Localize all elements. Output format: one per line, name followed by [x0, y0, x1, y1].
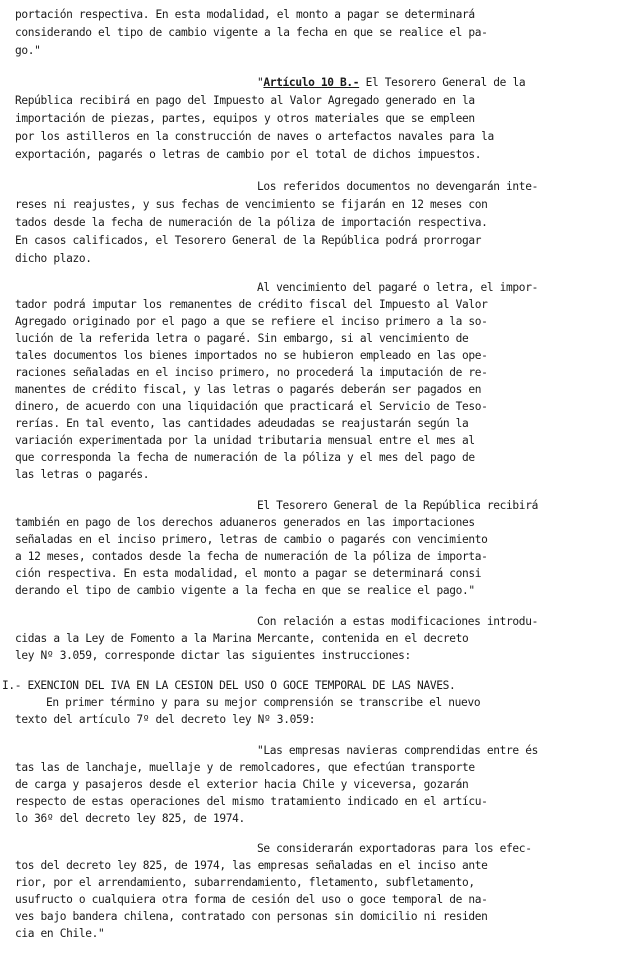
article-title: Artículo 10 B.-	[263, 76, 360, 89]
text-line: go."	[15, 44, 41, 57]
text-line: dicho plazo.	[15, 252, 92, 265]
text-line: raciones señaladas en el inciso primero, no procederá la imputación de re-	[15, 366, 488, 379]
text-line: a 12 meses, contados desde la fecha de numeración de la póliza de importa-	[15, 550, 488, 563]
text-line: lución de la referida letra o pagaré. Sin embargo, si al vencimiento de	[15, 332, 469, 345]
text-line: "Las empresas navieras comprendidas entre és	[257, 744, 538, 757]
text-line: El Tesorero General de la República recibirá	[257, 499, 538, 512]
text-line: tos del decreto ley 825, de 1974, las empresas señaladas en el inciso ante	[15, 859, 488, 872]
text-line: rior, por el arrendamiento, subarrendamiento, fletamento, subfletamento,	[15, 876, 475, 889]
text-line: Con relación a estas modificaciones introdu-	[257, 615, 538, 628]
text-line: Agregado originado por el pago a que se refiere el inciso primero a la so-	[15, 315, 488, 328]
section-heading: I.- EXENCION DEL IVA EN LA CESION DEL USO O GOCE TEMPORAL DE LAS NAVES.	[2, 679, 456, 692]
text-line: respecto de estas operaciones del mismo tratamiento indicado en el artícu-	[15, 795, 488, 808]
article-heading-text: El Tesorero General de la	[359, 76, 526, 89]
text-line: tados desde la fecha de numeración de la póliza de importación respectiva.	[15, 216, 488, 229]
text-line: ley Nº 3.059, corresponde dictar las siguientes instrucciones:	[15, 649, 411, 662]
text-line: tales documentos los bienes importados no se hubieron empleado en las ope-	[15, 349, 488, 362]
text-line: que corresponda la fecha de numeración de la póliza y el mes del pago de	[15, 451, 475, 464]
text-line: En casos calificados, el Tesorero General de la República podrá prorrogar	[15, 234, 482, 247]
text-line: derando el tipo de cambio vigente a la fecha en que se realice el pago."	[15, 584, 475, 597]
text-line: por los astilleros en la construcción de naves o artefactos navales para la	[15, 130, 494, 143]
text-line: también en pago de los derechos aduaneros generados en las importaciones	[15, 516, 475, 529]
text-line: rerías. En tal evento, las cantidades adeudadas se reajustarán según la	[15, 417, 469, 430]
text-line: Al vencimiento del pagaré o letra, el impor-	[257, 281, 538, 294]
text-line: tador podrá imputar los remanentes de crédito fiscal del Impuesto al Valor	[15, 298, 488, 311]
text-line: considerando el tipo de cambio vigente a la fecha en que se realice el pa-	[15, 26, 488, 39]
text-line: variación experimentada por la unidad tributaria mensual entre el mes al	[15, 434, 475, 447]
text-line: dinero, de acuerdo con una liquidación que practicará el Servicio de Teso-	[15, 400, 488, 413]
text-line: las letras o pagarés.	[15, 468, 150, 481]
text-line: reses ni reajustes, y sus fechas de vencimiento se fijarán en 12 meses con	[15, 198, 488, 211]
text-line: tas las de lanchaje, muellaje y de remolcadores, que efectúan transporte	[15, 761, 475, 774]
text-line: de carga y pasajeros desde el exterior hacia Chile y viceversa, gozarán	[15, 778, 469, 791]
text-line: señaladas en el inciso primero, letras de cambio o pagarés con vencimiento	[15, 533, 488, 546]
text-line: Los referidos documentos no devengarán inte-	[257, 180, 538, 193]
text-line: ción respectiva. En esta modalidad, el monto a pagar se determinará consi	[15, 567, 482, 580]
text-line: Se considerarán exportadoras para los efec-	[257, 842, 532, 855]
article-heading-line	[257, 76, 617, 90]
text-line: cia en Chile."	[15, 927, 105, 940]
text-line: portación respectiva. En esta modalidad, el monto a pagar se determinará	[15, 8, 475, 21]
text-line: importación de piezas, partes, equipos y otros materiales que se empleen	[15, 112, 475, 125]
text-line: exportación, pagarés o letras de cambio por el total de dichos impuestos.	[15, 148, 482, 161]
text-line: cidas a la Ley de Fomento a la Marina Mercante, contenida en el decreto	[15, 632, 469, 645]
text-line: lo 36º del decreto ley 825, de 1974.	[15, 812, 245, 825]
text-line: En primer término y para su mejor comprensión se transcribe el nuevo	[46, 696, 481, 709]
text-line: República recibirá en pago del Impuesto al Valor Agregado generado en la	[15, 94, 475, 107]
text-line: ves bajo bandera chilena, contratado con personas sin domicilio ni residen	[15, 910, 488, 923]
opening-quote: "	[257, 76, 264, 89]
text-line: manentes de crédito fiscal, y las letras o pagarés deberán ser pagados en	[15, 383, 482, 396]
text-line: usufructo o cualquiera otra forma de cesión del uso o goce temporal de na-	[15, 893, 488, 906]
text-line: texto del artículo 7º del decreto ley Nº 3.059:	[15, 713, 316, 726]
